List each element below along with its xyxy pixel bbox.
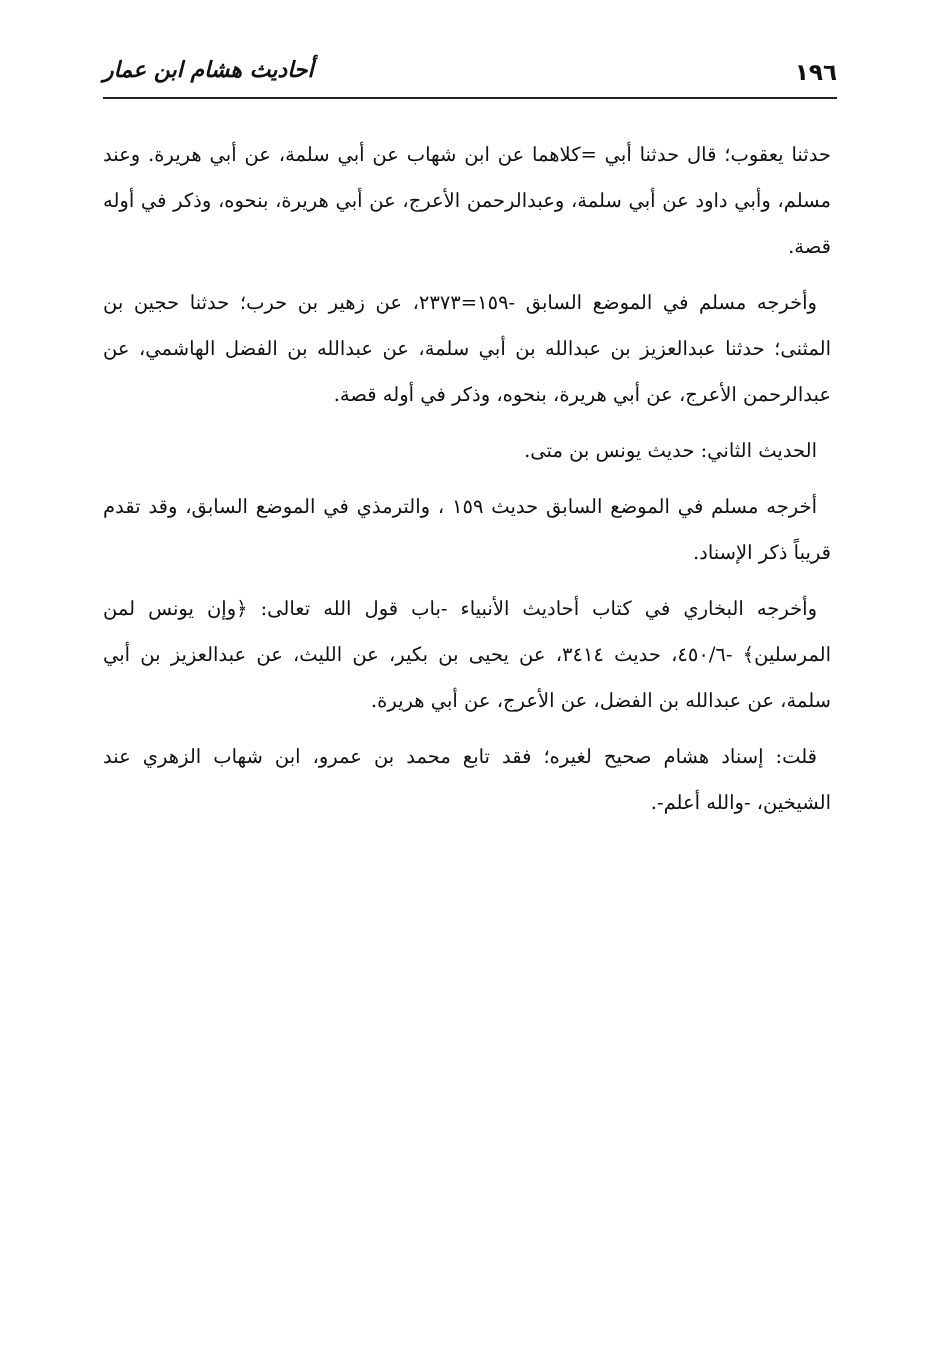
page-header xyxy=(103,52,837,98)
paragraph: وأخرجه البخاري في كتاب أحاديث الأنبياء -باب قول الله تعالى: ﴿وإن يونس لمن المرسلين﴾ -٤٥٠/٦، حديث ٣٤١٤، عن يحيى بن بكير، عن الليث، عن عبدالعزيز بن أبي سلمة، عن عبدالله بن الفضل، عن الأعرج، عن أبي هريرة. xyxy=(103,597,831,712)
paragraph: حدثنا يعقوب؛ قال حدثنا أبي =كلاهما عن ابن شهاب عن أبي سلمة، عن أبي هريرة. وعند مسلم، وأبي داود عن أبي سلمة، وعبدالرحمن الأعرج، عن أبي هريرة، بنحوه، وذكر في أوله قصة. xyxy=(103,143,831,258)
body-text xyxy=(103,132,831,836)
header-divider xyxy=(103,97,837,99)
paragraph: وأخرجه مسلم في الموضع السابق -١٥٩=٢٣٧٣، عن زهير بن حرب؛ حدثنا حجين بن المثنى؛ حدثنا عبدالعزيز بن عبدالله بن أبي سلمة، عن عبدالله بن الفضل الهاشمي، عن عبدالرحمن الأعرج، عن أبي هريرة، بنحوه، وذكر في أوله قصة. xyxy=(103,291,831,406)
section-heading: الحديث الثاني: حديث يونس بن متى. xyxy=(524,439,817,462)
paragraph: أخرجه مسلم في الموضع السابق حديث ١٥٩ ، والترمذي في الموضع السابق، وقد تقدم قريباً ذكر الإسناد. xyxy=(103,495,831,564)
page-number: ١٩٦ xyxy=(794,60,837,86)
running-title: أحاديث هشام ابن عمار xyxy=(103,58,314,83)
paragraph: قلت: إسناد هشام صحيح لغيره؛ فقد تابع محمد بن عمرو، ابن شهاب الزهري عند الشيخين، -والله أعلم-. xyxy=(103,745,831,814)
